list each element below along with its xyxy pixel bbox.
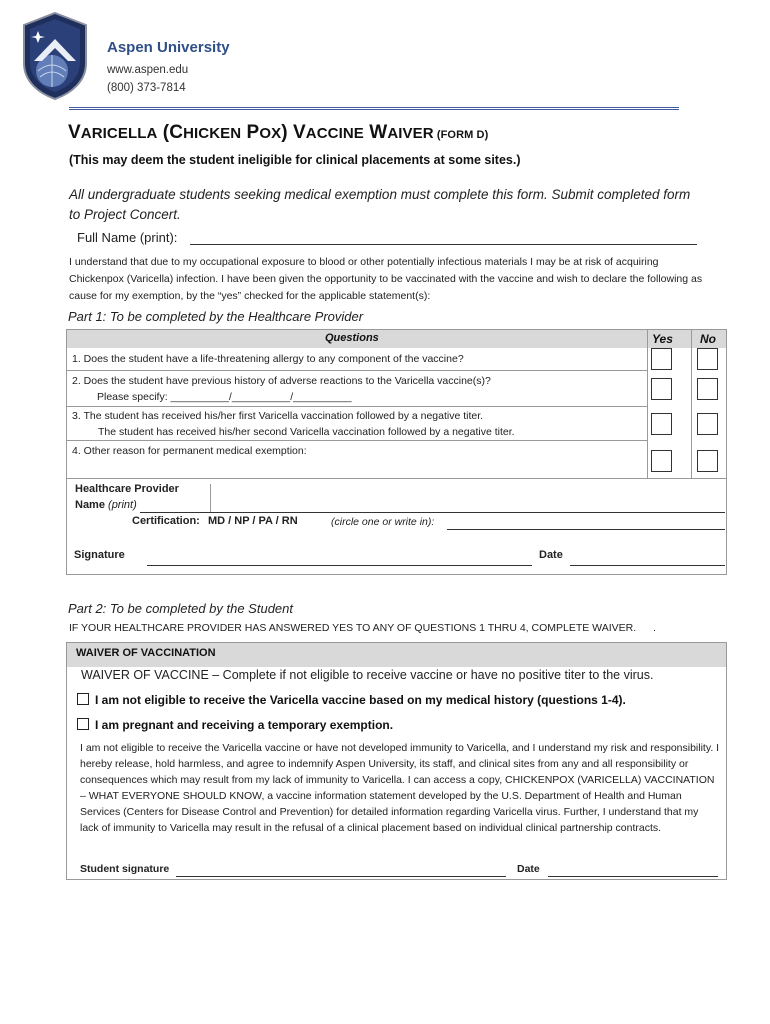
- aspen-logo: [20, 11, 90, 101]
- q1-yes-checkbox[interactable]: [651, 348, 672, 370]
- student-date-label: Date: [517, 863, 540, 875]
- question-2: 2. Does the student have previous history of adverse reactions to the Varicella vaccine(s)?: [72, 375, 491, 387]
- provider-label: Healthcare Provider: [75, 483, 179, 495]
- provider-separator: [210, 484, 211, 512]
- student-signature-label: Student signature: [80, 863, 170, 875]
- q4-yes-checkbox[interactable]: [651, 450, 672, 472]
- q1-no-checkbox[interactable]: [697, 348, 718, 370]
- student-date-field[interactable]: [548, 876, 718, 877]
- no-column-header: No: [700, 332, 716, 346]
- certification-note: (circle one or write in):: [331, 516, 435, 528]
- part2-title: Part 2: To be completed by the Student: [68, 601, 293, 616]
- row-divider: [67, 440, 647, 441]
- question-3-second: The student has received his/her second Varicella vaccination followed by a negative titer.: [98, 426, 515, 438]
- question-2-specify: Please specify: __________/__________/__________: [97, 391, 352, 403]
- q3-yes-checkbox[interactable]: [651, 413, 672, 435]
- part1-title: Part 1: To be completed by the Healthcare Provider: [68, 309, 364, 324]
- pregnant-checkbox[interactable]: [77, 718, 89, 730]
- waiver-vaccine-text: WAIVER OF VACCINE – Complete if not eligible to receive vaccine or have no positive titer to the virus.: [81, 668, 654, 682]
- signature-label: Signature: [74, 549, 125, 561]
- provider-date-field[interactable]: [570, 565, 725, 566]
- row-divider: [67, 406, 647, 407]
- waiver-header-label: WAIVER OF VACCINATION: [76, 647, 216, 659]
- question-4: 4. Other reason for permanent medical exemption:: [72, 445, 307, 457]
- question-1: 1. Does the student have a life-threatening allergy to any component of the vaccine?: [72, 353, 464, 365]
- part2-instruction: IF YOUR HEALTHCARE PROVIDER HAS ANSWERED YES TO ANY OF QUESTIONS 1 THRU 4, COMPLETE WAIVER.: [69, 622, 637, 634]
- understanding-statement: I understand that due to my occupational exposure to blood or other potentially infectious materials I may be at risk of acquiring Chickenpox (Varicella) infection. I have been given the opportunity to be vaccinated with the vaccine and wish to declare the following as cause for my exemption, by the “yes” checked for the applicable statement(s):: [69, 256, 703, 302]
- header-divider: [69, 107, 679, 110]
- intro-text: All undergraduate students seeking medical exemption must complete this form. Submit completed form to Project Concert.: [69, 187, 691, 222]
- waiver-paragraph: I am not eligible to receive the Varicella vaccine or have not developed immunity to Varicella, and I understand my risk and responsibility. I hereby release, hold harmless, and agree to indemnify Aspen University, its staff, and clinical sites from any and all responsibility or consequences which may result from my lack of immunity to Varicella. I can access a copy, CHICKENPOX (VARICELLA) VACCINATION – WHAT EVERYONE SHOULD KNOW, a vaccine information statement developed by the U.S. Department of Health and Human Services (Centers for Disease Control and Prevention) for detailed information regarding Varicella virus. Further, I understand that my lack of immunity to Varicella may result in the refusal of a clinical placement based on individual clinical partnership contracts.: [80, 742, 720, 834]
- student-signature-field[interactable]: [176, 876, 506, 877]
- part2-instruction-dot: .: [653, 622, 656, 634]
- table-divider: [647, 330, 648, 478]
- certification-label: Certification:: [132, 515, 200, 527]
- q3-no-checkbox[interactable]: [697, 413, 718, 435]
- provider-name-label: Name (print): [75, 499, 137, 511]
- q2-yes-checkbox[interactable]: [651, 378, 672, 400]
- certification-field[interactable]: [447, 529, 725, 530]
- table-divider: [691, 330, 692, 478]
- provider-signature-field[interactable]: [147, 565, 532, 566]
- questions-table: [66, 329, 727, 479]
- question-3: 3. The student has received his/her first Varicella vaccination followed by a negative titer.: [72, 410, 484, 422]
- university-name: Aspen University: [107, 39, 230, 56]
- q4-no-checkbox[interactable]: [697, 450, 718, 472]
- yes-column-header: Yes: [652, 332, 673, 346]
- not-eligible-checkbox[interactable]: [77, 693, 89, 705]
- option-pregnant[interactable]: [77, 718, 393, 732]
- certification-options[interactable]: MD / NP / PA / RN: [208, 515, 298, 527]
- university-phone: (800) 373-7814: [107, 82, 186, 94]
- option-not-eligible-label: I am not eligible to receive the Varicella vaccine based on my medical history (questions 1-4).: [95, 693, 626, 707]
- provider-name-field[interactable]: [140, 512, 725, 513]
- row-divider: [67, 370, 647, 371]
- provider-date-label: Date: [539, 549, 563, 561]
- full-name-field[interactable]: [190, 244, 697, 245]
- university-website[interactable]: www.aspen.edu: [107, 64, 189, 76]
- questions-column-header: Questions: [325, 332, 379, 344]
- option-not-eligible[interactable]: [77, 693, 626, 707]
- waiver-header: [67, 643, 726, 667]
- full-name-label: Full Name (print):: [77, 230, 178, 245]
- form-title: VARICELLA (CHICKEN POX) VACCINE WAIVER (FORM D): [68, 122, 489, 143]
- q2-no-checkbox[interactable]: [697, 378, 718, 400]
- form-subtitle: (This may deem the student ineligible for clinical placements at some sites.): [69, 153, 521, 167]
- option-pregnant-label: I am pregnant and receiving a temporary exemption.: [95, 718, 394, 732]
- questions-table-header: [67, 330, 726, 348]
